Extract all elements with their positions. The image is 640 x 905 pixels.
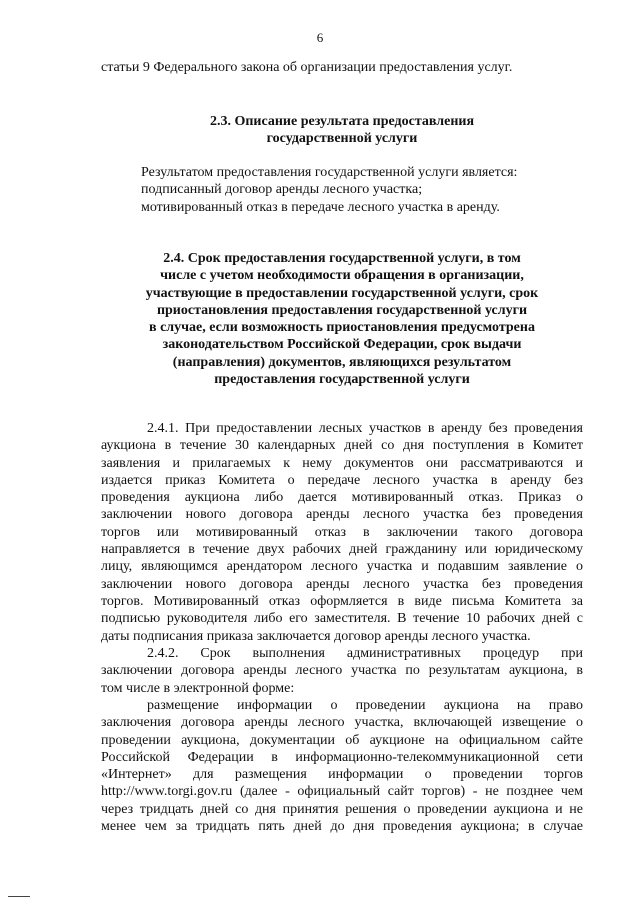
paragraph-line: направляется в течение двух рабочих дней гражданину или юридическому <box>101 542 583 558</box>
section-2-4-heading-line: (направления) документов, являющихся результатом <box>172 354 512 370</box>
paragraph-line: подписью руководителя либо его заместителя. В течение 10 рабочих дней с <box>101 611 583 627</box>
paragraph-line: заключении нового договора аренды лесного участка без проведения <box>101 507 583 523</box>
section-2-3-heading-line: государственной услуги <box>266 131 418 147</box>
paragraph-line: проведении аукциона, документации об аукционе на официальном сайте <box>101 732 583 748</box>
paragraph-line: заключения договора аренды лесного участка, включающей извещение о <box>101 715 583 731</box>
paragraph-line: «Интернет» для размещения информации о проведении торгов <box>101 767 583 783</box>
paragraph-line: торгов. Мотивированный отказ оформляется в виде письма Комитета за <box>101 593 583 609</box>
section-2-3-heading-line: 2.3. Описание результата предоставления <box>209 114 475 129</box>
paragraph-line: http://www.torgi.gov.ru (далее - официальный сайт торгов) - не позднее чем <box>101 784 583 800</box>
paragraph-line: 2.4.1. При предоставлении лесных участков в аренду без проведения <box>147 421 583 436</box>
paragraph-line: менее чем за тридцать пять дней до дня проведения аукциона; в случае <box>101 819 583 835</box>
paragraph-line: заключении договора аренды лесного участка по результатам аукциона, в <box>101 663 583 679</box>
paragraph-line: заявления и прилагаемых к нему документов они рассматриваются и <box>101 455 583 471</box>
paragraph-line: заключении нового договора аренды лесного участка без проведения <box>101 576 583 592</box>
paragraph-line: том числе в электронной форме: <box>101 680 295 696</box>
paragraph-line: через тридцать дней со дня принятия решения о проведении аукциона и не <box>101 801 583 817</box>
section-2-3-heading <box>101 113 583 148</box>
section-2-4-heading-line: предоставления государственной услуги <box>214 372 470 388</box>
section-2-3-body <box>141 164 583 216</box>
paragraph-line: торгов или мотивированный отказ в заключении такого договора <box>101 524 583 540</box>
paragraph-line: лицу, являющимся арендатором лесного участка и подавшим заявление о <box>101 559 583 575</box>
paragraph-line: размещение информации о проведении аукциона на право <box>147 698 583 713</box>
section-2-4-heading-line: в случае, если возможность приостановления предусмотрена <box>149 320 535 336</box>
paragraph-line: даты подписания приказа заключается договор аренды лесного участка. <box>101 628 531 644</box>
paragraph-line: проведения аукциона либо дается мотивированный отказ. Приказ о <box>101 490 583 506</box>
section-2-4-heading <box>101 250 583 388</box>
paragraph-line: Российской Федерации в информационно-телекоммуникационной сети <box>101 749 583 765</box>
section-2-4-heading-line: законодательством Российской Федерации, срок выдачи <box>162 337 522 353</box>
section-2-4-heading-line: 2.4. Срок предоставления государственной услуги, в том <box>163 251 521 266</box>
section-2-3-body-line: подписанный договор аренды лесного участка; <box>141 182 423 198</box>
section-2-3-body-line: Результатом предоставления государственной услуги является: <box>141 165 518 180</box>
intro-line: статьи 9 Федерального закона об организации предоставления услуг. <box>101 60 513 75</box>
section-2-4-heading-line: приостановления предоставления государственной услуги <box>156 302 528 318</box>
section-2-4-heading-line: числе с учетом необходимости обращения в организации, <box>160 268 524 284</box>
section-2-4-heading-line: участвующие в предоставлении государственной услуги, срок <box>145 285 539 301</box>
paragraph-placement <box>101 697 583 835</box>
paragraph-2-4-2 <box>101 645 583 697</box>
paragraph-line: аукциона в течение 30 календарных дней со дня поступления в Комитет <box>101 438 583 454</box>
page-number: 6 <box>316 30 324 45</box>
paragraph-line: 2.4.2. Срок выполнения административных процедур при <box>147 646 583 661</box>
paragraph-2-4-1 <box>101 420 583 645</box>
footer-mark <box>8 896 30 897</box>
paragraph-line: издается приказ Комитета о передаче лесного участка в аренду без <box>101 472 583 488</box>
section-2-3-body-line: мотивированный отказ в передаче лесного участка в аренду. <box>141 199 500 215</box>
